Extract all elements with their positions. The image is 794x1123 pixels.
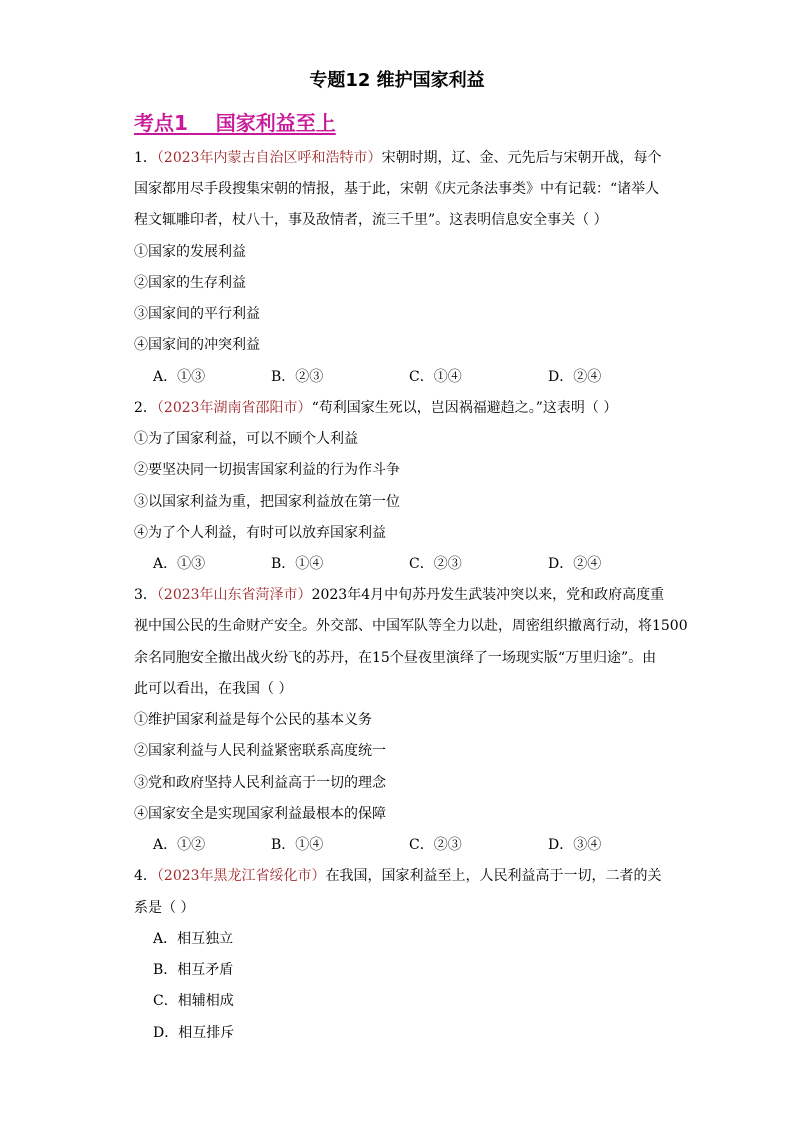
- question-3-item: ②国家利益与人民利益紧密联系高度统一: [134, 743, 386, 759]
- section-heading: 考点1 国家利益至上: [134, 111, 336, 135]
- question-4-line-2: 系是（ ）: [134, 900, 195, 916]
- question-2-text: “苟利国家生死以，岂因祸福避趋之。”这表明（ ）: [311, 400, 618, 416]
- option-d[interactable]: D．相互排斥: [153, 1025, 235, 1041]
- question-4-text: 在我国，国家利益至上，人民利益高于一切，二者的关: [325, 868, 662, 884]
- question-3-line-4: 此可以看出，在我国（ ）: [134, 681, 293, 697]
- option-a[interactable]: A．相互独立: [153, 931, 234, 947]
- question-3-source: （2023年山东省菏泽市）: [156, 587, 312, 603]
- question-2-line-1: [134, 398, 617, 418]
- question-1-item: ②国家的生存利益: [134, 275, 246, 291]
- question-2-item: ②要坚决同一切损害国家利益的行为作斗争: [134, 462, 400, 478]
- question-3-item: ④国家安全是实现国家利益最根本的保障: [134, 806, 386, 822]
- option-b[interactable]: B．②③: [271, 369, 324, 385]
- question-1-line-1: [134, 148, 662, 168]
- question-1-source: （2023年内蒙古自治区呼和浩特市）: [156, 150, 382, 166]
- question-2-source: （2023年湖南省邵阳市）: [156, 400, 312, 416]
- option-c[interactable]: C．②③: [409, 556, 462, 572]
- question-4-line-1: [134, 866, 662, 886]
- option-c[interactable]: C．相辅相成: [153, 993, 234, 1009]
- option-a[interactable]: A．①②: [153, 837, 206, 853]
- question-1-number: 1．: [134, 150, 157, 166]
- question-3-item: ①维护国家利益是每个公民的基本义务: [134, 712, 372, 728]
- question-1-line-2: 国家都用尽手段搜集宋朝的情报，基于此，宋朝《庆元条法事类》中有记载：“诸举人: [134, 181, 660, 197]
- option-a[interactable]: A．①③: [153, 556, 206, 572]
- question-2-item: ①为了国家利益，可以不顾个人利益: [134, 431, 358, 447]
- option-b[interactable]: B．相互矛盾: [153, 962, 234, 978]
- question-3-line-2: 视中国公民的生命财产安全。外交部、中国军队等全力以赴，周密组织撤离行动，将1500: [134, 618, 688, 634]
- question-2-number: 2．: [134, 400, 157, 416]
- question-3-line-3: 余名同胞安全撤出战火纷飞的苏丹，在15个昼夜里演绎了一场现实版“万里归途”。由: [134, 650, 657, 666]
- question-2-item: ③以国家利益为重，把国家利益放在第一位: [134, 494, 400, 510]
- document-title: 专题12 维护国家利益: [309, 70, 485, 91]
- question-3-number: 3．: [134, 587, 157, 603]
- question-1-line-3: 程文辄雕印者，杖八十，事及敌情者，流三千里”。这表明信息安全事关（ ）: [134, 212, 608, 228]
- option-d[interactable]: D．②④: [548, 369, 602, 385]
- option-c[interactable]: C．①④: [409, 369, 462, 385]
- question-3-line-1: [134, 585, 664, 605]
- question-1-text: 宋朝时期，辽、金、元先后与宋朝开战，每个: [381, 150, 662, 166]
- question-4-source: （2023年黑龙江省绥化市）: [156, 868, 326, 884]
- option-c[interactable]: C．②③: [409, 837, 462, 853]
- question-1-item: ③国家间的平行利益: [134, 306, 260, 322]
- question-1-item: ①国家的发展利益: [134, 244, 246, 260]
- question-4-number: 4．: [134, 868, 157, 884]
- question-1-item: ④国家间的冲突利益: [134, 337, 260, 353]
- option-d[interactable]: D．②④: [548, 556, 602, 572]
- option-a[interactable]: A．①③: [153, 369, 206, 385]
- option-b[interactable]: B．①④: [271, 837, 324, 853]
- option-b[interactable]: B．①④: [271, 556, 324, 572]
- question-3-item: ③党和政府坚持人民利益高于一切的理念: [134, 775, 386, 791]
- question-2-item: ④为了个人利益，有时可以放弃国家利益: [134, 525, 386, 541]
- question-3-text: 2023年4月中旬苏丹发生武装冲突以来，党和政府高度重: [311, 587, 665, 603]
- option-d[interactable]: D．③④: [548, 837, 602, 853]
